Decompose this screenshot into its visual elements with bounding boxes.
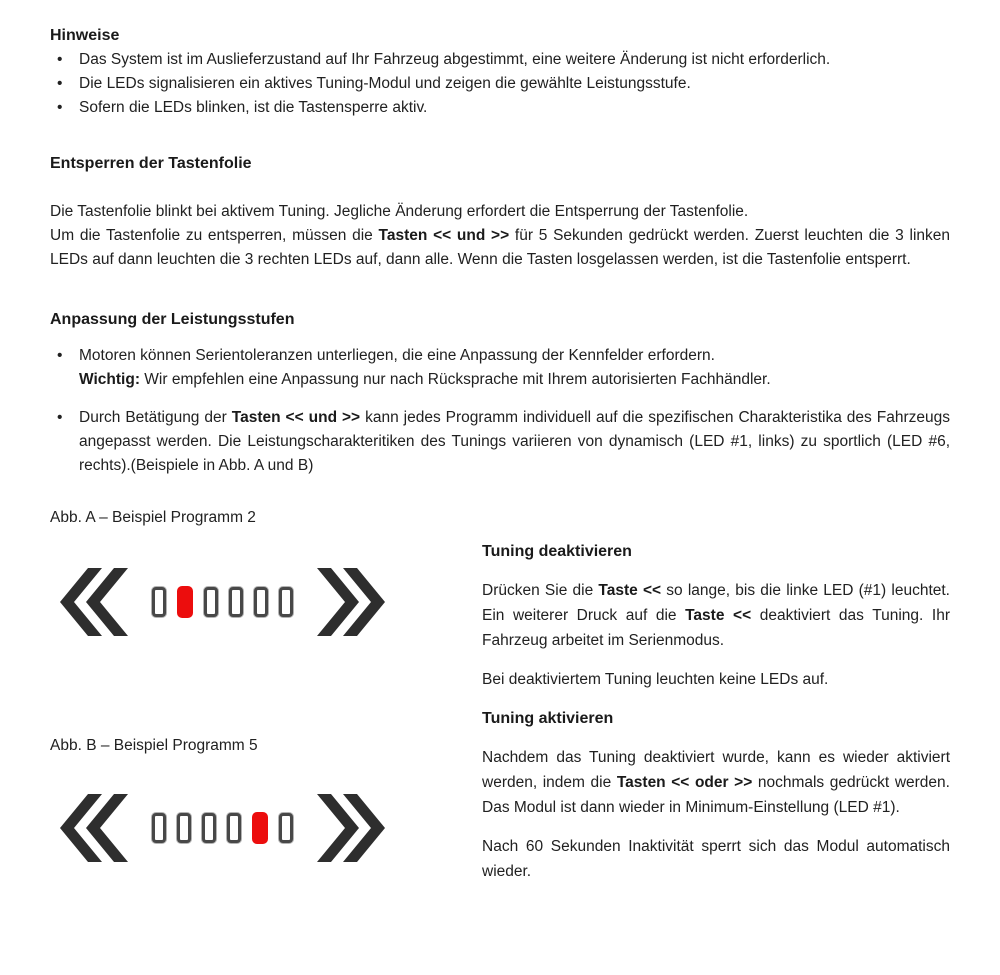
led-1 xyxy=(152,587,166,617)
led-row xyxy=(152,586,293,618)
text-run: Um die Tastenfolie zu entsperren, müssen die xyxy=(50,227,379,244)
figures-column xyxy=(50,506,482,884)
section-entsperren xyxy=(50,152,950,272)
led-4 xyxy=(227,813,241,843)
entsperren-heading: Entsperren der Tastenfolie xyxy=(50,155,252,172)
list-item xyxy=(50,72,950,96)
list-item xyxy=(50,344,950,392)
text-run: Nachdem das Tuning deaktiviert wurde, kann es wieder aktiviert werden, indem die xyxy=(482,749,950,791)
bold-text-run: Tasten << und >> xyxy=(378,227,510,244)
paragraph xyxy=(482,745,950,820)
bold-text-run: Taste << xyxy=(685,607,752,624)
bold-text-run: Wichtig: xyxy=(79,371,140,388)
paragraph xyxy=(482,578,950,653)
double-chevron-left-icon xyxy=(60,794,128,862)
led-4 xyxy=(229,587,243,617)
section-hinweise xyxy=(50,24,950,120)
led-row xyxy=(152,812,293,844)
led-2-active xyxy=(177,586,193,618)
bold-text-run: Tasten << und >> xyxy=(231,409,361,426)
paragraph: Nach 60 Sekunden Inaktivität sperrt sich das Modul automatisch wieder. xyxy=(482,838,950,880)
paragraph: Die Tastenfolie blinkt bei aktivem Tuning. Jegliche Änderung erfordert die Entsperrung der Tastenfolie. xyxy=(50,203,749,220)
led-2 xyxy=(177,813,191,843)
list-item xyxy=(50,96,950,120)
led-3 xyxy=(204,587,218,617)
paragraph xyxy=(50,224,950,272)
paragraph: Bei deaktiviertem Tuning leuchten keine LEDs auf. xyxy=(482,671,829,688)
double-chevron-right-icon xyxy=(317,568,385,636)
bullet-icon: • xyxy=(57,99,63,116)
section-anpassung xyxy=(50,308,950,478)
figure-b-led-panel xyxy=(60,794,482,862)
led-6 xyxy=(279,587,293,617)
text-run: so lange, bis die linke LED (#1) leuchtet. Ein weiterer Druck auf die xyxy=(482,582,950,624)
text-run: Durch Betätigung der xyxy=(79,409,232,426)
text-run: Wir empfehlen eine Anpassung nur nach Rücksprache mit Ihrem autorisierten Fachhändler. xyxy=(140,371,771,388)
figure-b-caption: Abb. B – Beispiel Programm 5 xyxy=(50,737,258,754)
bullet-text: Sofern die LEDs blinken, ist die Tastensperre aktiv. xyxy=(79,99,428,116)
text-run: Motoren können Serientoleranzen unterliegen, die eine Anpassung der Kennfelder erfordern. xyxy=(79,347,715,364)
bullet-icon: • xyxy=(57,75,63,92)
tuning-aktivieren-heading: Tuning aktivieren xyxy=(482,710,614,727)
text-run: kann jedes Programm individuell auf die spezifischen Charakteristika des Fahrzeugs angepasst werden. Die Leistungscharakteritiken des Tunings variieren von dynamisch (LED #1, links) zu sportlich (LED #6, rechts).(Beispiele in Abb. A und B) xyxy=(79,409,950,474)
bullet-icon: • xyxy=(57,347,63,364)
hinweise-heading: Hinweise xyxy=(50,27,120,44)
figure-a-led-panel xyxy=(60,568,482,636)
bold-text-run: Taste << xyxy=(598,582,662,599)
led-5-active xyxy=(252,812,268,844)
bullet-text: Das System ist im Auslieferzustand auf Ihr Fahrzeug abgestimmt, eine weitere Änderung ist nicht erforderlich. xyxy=(79,51,831,68)
text-run: für 5 Sekunden gedrückt werden. Zuerst leuchten die 3 linken LEDs auf dann leuchten die 3 rechten LEDs auf, dann alle. Wenn die Tasten losgelassen werden, ist die Tastenfolie entsperrt. xyxy=(50,227,950,268)
figure-a-caption: Abb. A – Beispiel Programm 2 xyxy=(50,509,256,526)
bullet-text: Die LEDs signalisieren ein aktives Tuning-Modul und zeigen die gewählte Leistungsstufe. xyxy=(79,75,691,92)
led-6 xyxy=(279,813,293,843)
bullet-text xyxy=(79,344,950,392)
anpassung-bullet-list xyxy=(50,344,950,478)
double-chevron-left-icon xyxy=(60,568,128,636)
anpassung-heading: Anpassung der Leistungsstufen xyxy=(50,311,295,328)
text-run: nochmals gedrückt werden. Das Modul ist dann wieder in Minimum-Einstellung (LED #1). xyxy=(482,774,950,816)
led-5 xyxy=(254,587,268,617)
hinweise-bullet-list xyxy=(50,48,950,120)
bullet-text xyxy=(79,406,950,478)
bullet-icon: • xyxy=(57,51,63,68)
tuning-deaktivieren-heading: Tuning deaktivieren xyxy=(482,543,632,560)
text-run: deaktiviert das Tuning. Ihr Fahrzeug arbeitet im Serienmodus. xyxy=(482,607,950,649)
instructions-column xyxy=(482,540,950,884)
bullet-icon: • xyxy=(57,409,63,426)
text-run: Drücken Sie die xyxy=(482,582,599,599)
led-3 xyxy=(202,813,216,843)
list-item xyxy=(50,48,950,72)
bold-text-run: Tasten << oder >> xyxy=(616,774,753,791)
led-1 xyxy=(152,813,166,843)
figures-and-instructions xyxy=(50,506,950,884)
list-item xyxy=(50,406,950,478)
double-chevron-right-icon xyxy=(317,794,385,862)
